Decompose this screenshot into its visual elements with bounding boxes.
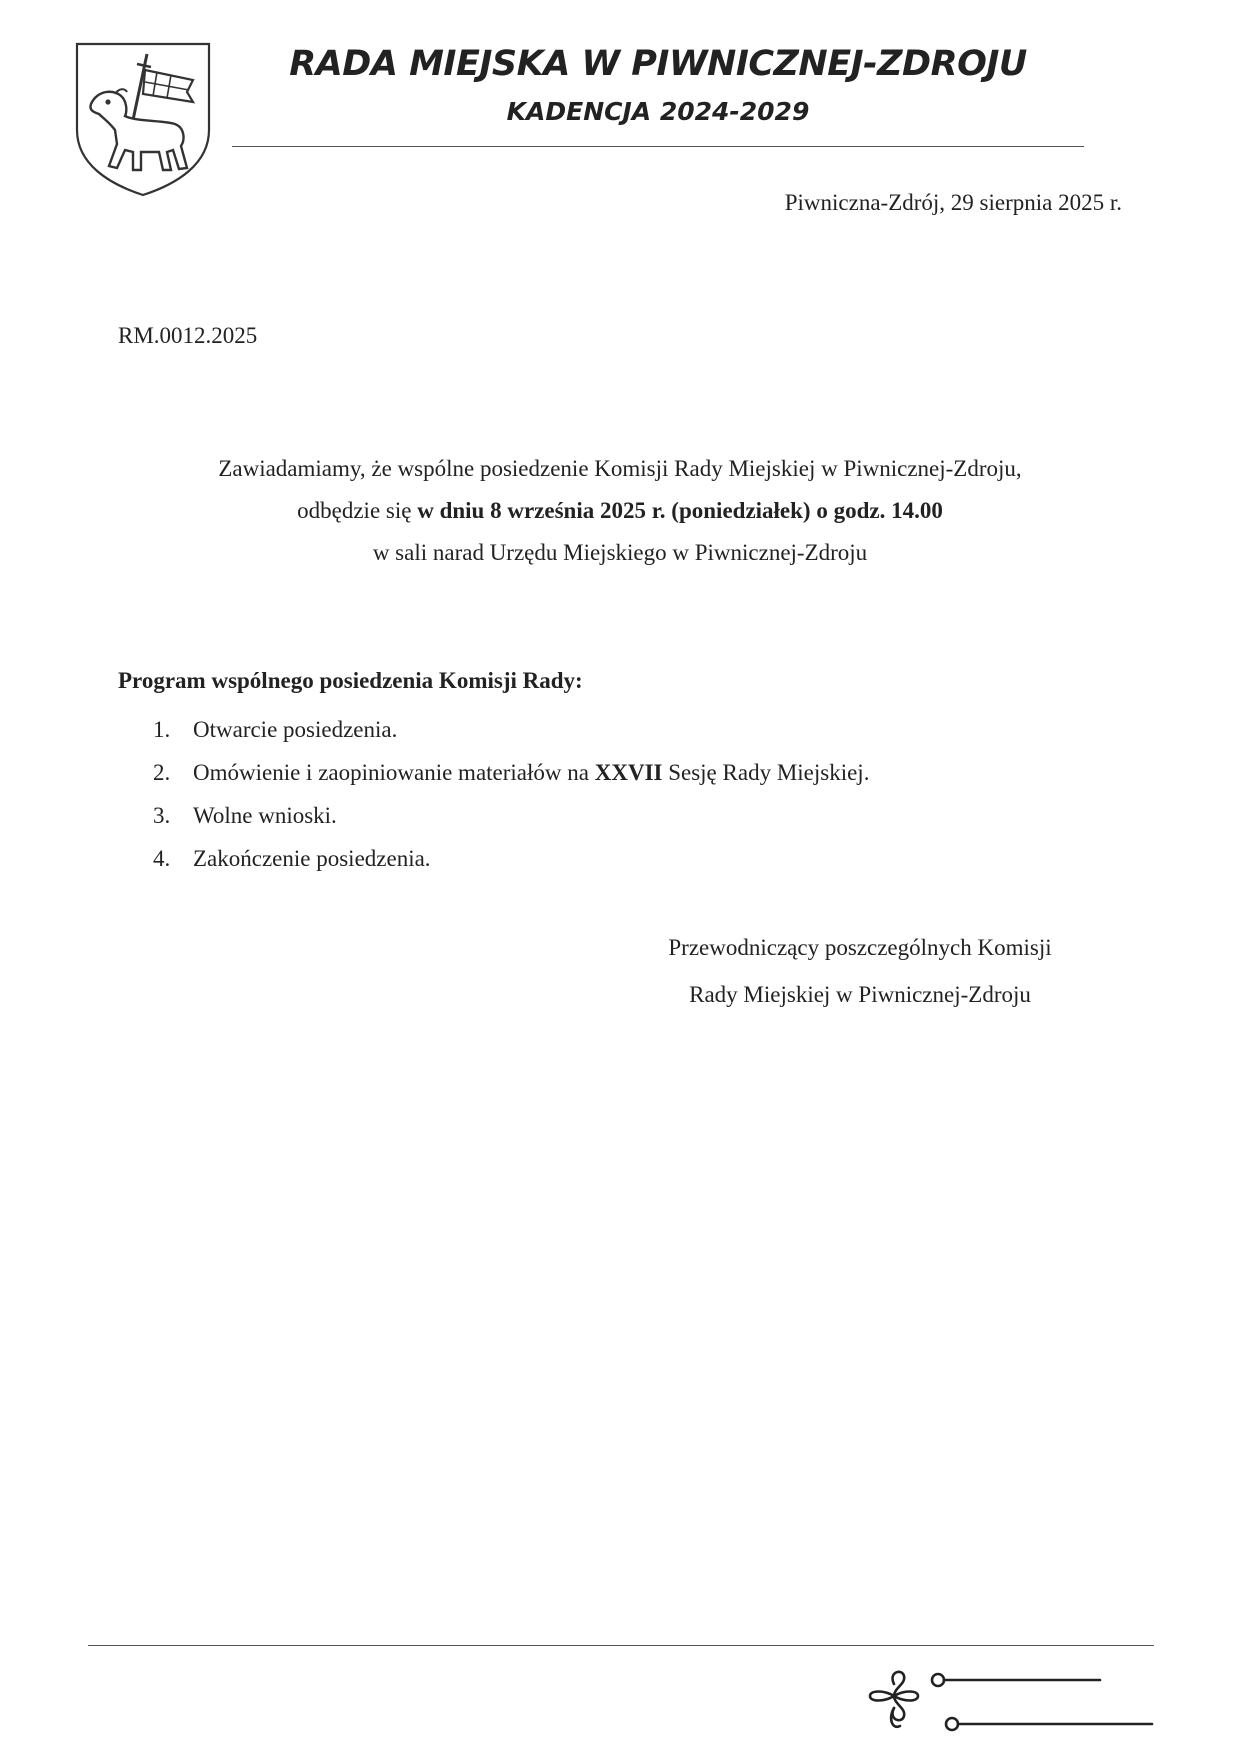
- notice-line-1: Zawiadamiamy, że wspólne posiedzenie Komisji Rady Miejskiej w Piwnicznej-Zdroju,: [218, 456, 1022, 481]
- council-name: RADA MIEJSKA W PIWNICZNEJ-ZDROJU: [289, 44, 1027, 84]
- agenda-item-number: 2.: [153, 760, 171, 785]
- agenda-item-number: 4.: [153, 846, 171, 871]
- agenda-item-number: 3.: [153, 803, 171, 828]
- decorative-knot-lines-icon: [848, 1644, 1158, 1750]
- agenda-item: [153, 708, 869, 751]
- session-number: XXVII: [594, 760, 663, 785]
- signature-line-2: Rady Miejskiej w Piwnicznej-Zdroju: [689, 982, 1031, 1007]
- signature-line-1: Przewodniczący poszczególnych Komisji: [668, 935, 1052, 960]
- place-date: Piwniczna-Zdrój, 29 sierpnia 2025 r.: [784, 190, 1122, 215]
- agenda-item: [153, 794, 869, 837]
- council-term: KADENCJA 2024-2029: [506, 97, 810, 126]
- reference-number: RM.0012.2025: [118, 323, 258, 348]
- coat-of-arms-lamb-icon: [75, 42, 211, 197]
- notice-line-2-prefix: odbędzie się: [297, 498, 418, 523]
- signature-block: [640, 924, 1080, 1018]
- agenda-item-text: Omówienie i zaopiniowanie materiałów na: [193, 760, 595, 785]
- agenda-item-number: 1.: [153, 717, 171, 742]
- meeting-notice: [118, 448, 1122, 574]
- agenda-item: [153, 751, 869, 794]
- agenda-item-text: Otwarcie posiedzenia.: [193, 717, 398, 742]
- header-divider: [232, 146, 1084, 147]
- notice-line-2: [118, 490, 1122, 532]
- meeting-date-time: w dniu 8 września 2025 r. (poniedziałek) o godz. 14.00: [417, 498, 943, 523]
- agenda-item-text-end: Sesję Rady Miejskiej.: [662, 760, 870, 785]
- agenda-item-text: Zakończenie posiedzenia.: [193, 846, 431, 871]
- notice-line-3: w sali narad Urzędu Miejskiego w Piwnicznej-Zdroju: [372, 540, 868, 565]
- agenda-item: [153, 837, 869, 880]
- agenda-item-text: Wolne wnioski.: [193, 803, 337, 828]
- agenda-heading: Program wspólnego posiedzenia Komisji Rady:: [118, 668, 583, 693]
- agenda-list: [153, 708, 869, 880]
